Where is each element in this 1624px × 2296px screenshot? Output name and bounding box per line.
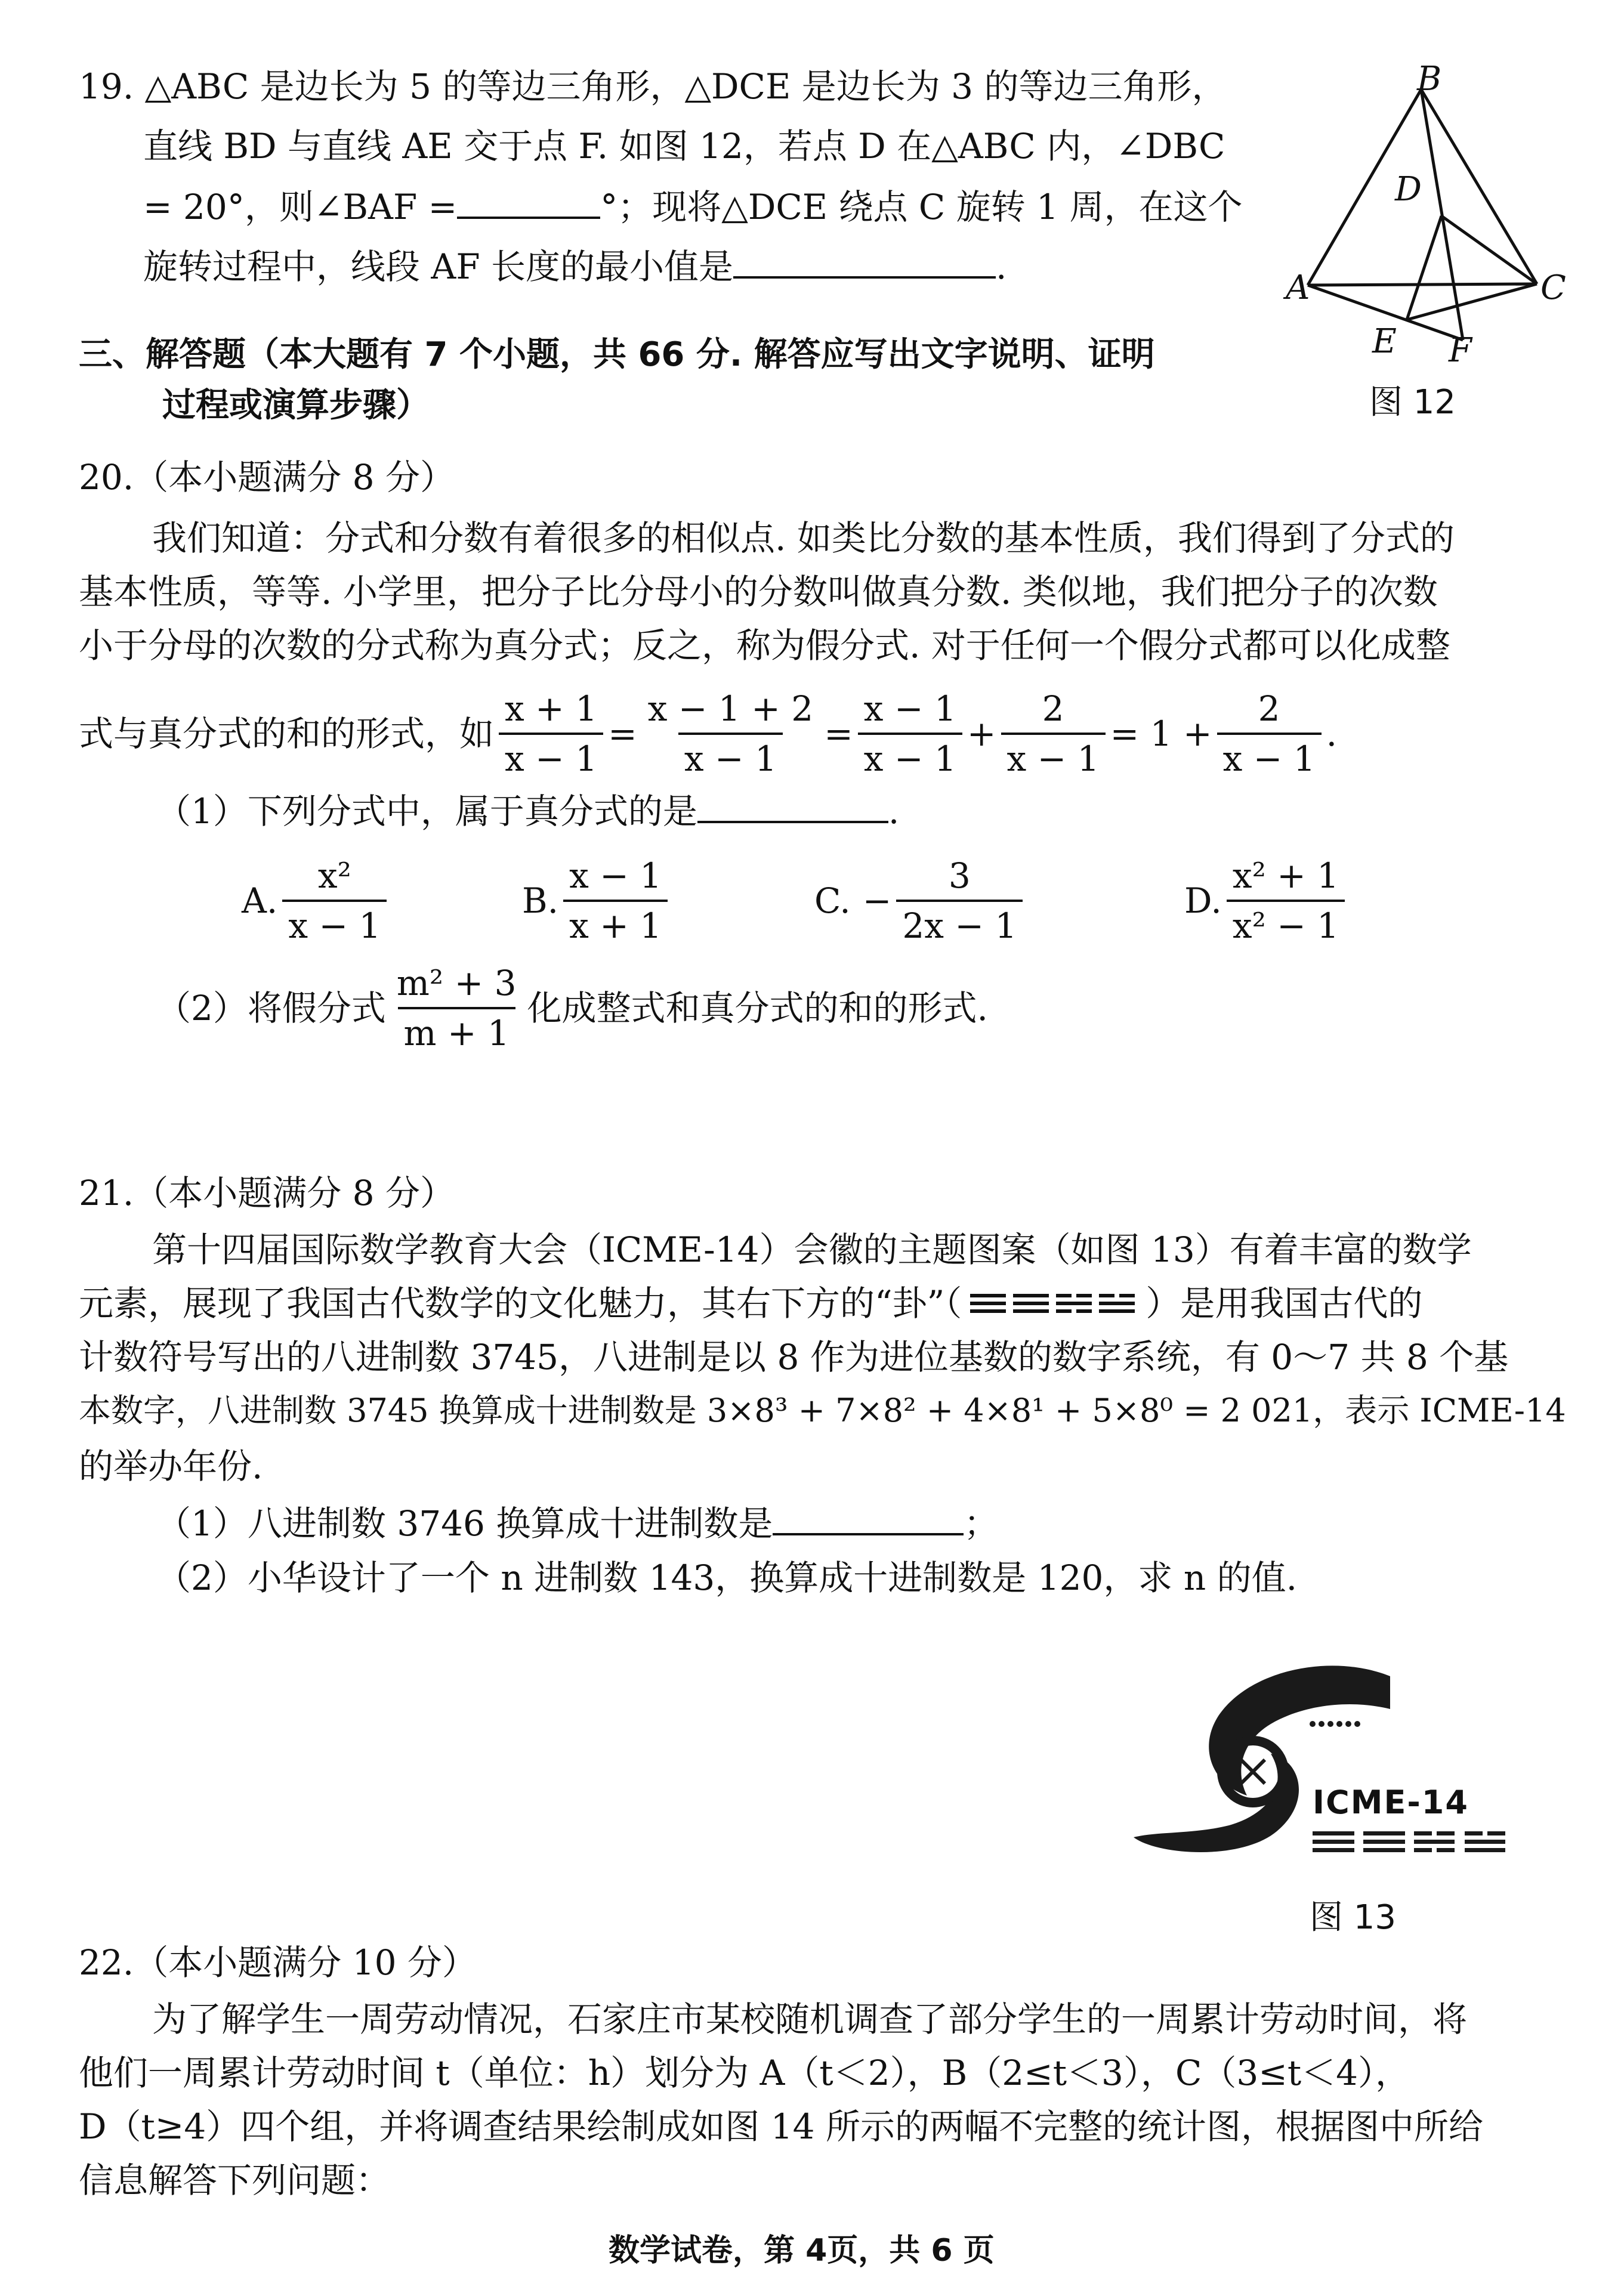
fraction-5-numerator: 2 (1258, 688, 1280, 729)
logo-counting-rods (1313, 1831, 1505, 1852)
fraction-1-denominator: x − 1 (499, 733, 603, 780)
option-c-numerator: 3 (948, 855, 971, 896)
figure-12-triangles (1271, 60, 1581, 394)
q20-sub-2-fraction (391, 962, 523, 1055)
option-a-denominator: x − 1 (282, 900, 387, 947)
label-b: B (1417, 60, 1442, 98)
fraction-3-numerator: x − 1 (863, 688, 956, 729)
q20-paragraph-4 (79, 680, 1337, 787)
q20-sub-1 (156, 786, 899, 835)
option-a[interactable] (242, 847, 391, 954)
q20-paragraph-2: 基本性质，等等. 小学里，把分子比分母小的分数叫做真分数. 类似地，我们把分子的次数 (79, 571, 1438, 612)
label-d: D (1395, 170, 1422, 209)
q22-title: 22.（本小题满分 10 分） (79, 1942, 477, 1983)
icme-14-logo-text: ICME-14 (1313, 1784, 1469, 1821)
q20-sub-2-text-b: 化成整式和真分式的和的形式. (527, 988, 988, 1028)
q22-paragraph-4: 信息解答下列问题： (79, 2160, 391, 2201)
figure-12-caption: 图 12 (1369, 383, 1456, 422)
q21-paragraph-4: 本数字，八进制数 3745 换算成十进制数是 3×8³ + 7×8² + 4×8¹ + 5×8⁰ = 2 021，表示 ICME-14 (79, 1392, 1566, 1429)
equals-1: = (608, 713, 637, 754)
fraction-4-denominator: x − 1 (1001, 733, 1106, 780)
q20-sub-2 (156, 954, 988, 1062)
q19-line-3 (143, 182, 1243, 231)
q20-sub-2-denominator: m + 1 (398, 1007, 515, 1055)
q21-paragraph-3: 计数符号写出的八进制数 3745，八进制是以 8 作为进位基数的数字系统，有 0～7 共 8 个基 (79, 1337, 1509, 1377)
segment-ec (1407, 284, 1537, 320)
segment-ac (1308, 284, 1537, 285)
page-footer: 数学试卷，第 4页，共 6 页 (609, 2233, 995, 2269)
fraction-5 (1217, 687, 1322, 780)
fraction-3-denominator: x − 1 (858, 733, 962, 780)
q21-title: 21.（本小题满分 8 分） (79, 1173, 455, 1213)
segment-de (1407, 216, 1441, 320)
label-f: F (1449, 331, 1472, 370)
q19-line-1: 19. △ABC 是边长为 5 的等边三角形，△DCE 是边长为 3 的等边三角形， (79, 66, 1227, 107)
q20-paragraph-3: 小于分母的次数的分式称为真分式；反之，称为假分式. 对于任何一个假分式都可以化成整 (79, 625, 1450, 666)
q21-paragraph-2 (79, 1280, 1422, 1327)
q20-sub-2-numerator: m² + 3 (396, 963, 517, 1003)
q21-blank[interactable] (773, 1498, 964, 1535)
option-a-fraction (282, 854, 387, 947)
logo-dots (1310, 1721, 1360, 1727)
q20-sub-1-end: . (888, 791, 900, 832)
fraction-5-denominator: x − 1 (1217, 733, 1322, 780)
q19-blank-2[interactable] (733, 242, 996, 279)
option-d-numerator: x² + 1 (1232, 855, 1339, 896)
q20-sub-1-text: （1）下列分式中，属于真分式的是 (156, 791, 697, 832)
q21-sub-1-text: （1）八进制数 3746 换算成十进制数是 (156, 1503, 773, 1544)
label-c: C (1540, 268, 1566, 307)
option-b-label: B. (522, 880, 559, 921)
q19-line-4 (143, 242, 1006, 291)
figure-13-caption: 图 13 (1310, 1898, 1397, 1937)
q20-title: 20.（本小题满分 8 分） (79, 457, 455, 497)
q20-paragraph-1: 我们知道：分式和分数有着很多的相似点. 如类比分数的基本性质，我们得到了分式的 (152, 518, 1455, 558)
equals-2: = (824, 713, 853, 754)
plus-1: + (967, 713, 996, 754)
section-3-heading-line-1: 三、解答题（本大题有 7 个小题，共 66 分. 解答应写出文字说明、证明 (79, 335, 1155, 374)
fraction-1 (499, 687, 603, 780)
option-c-label: C. (814, 880, 851, 921)
q21-sub-1-end: ； (964, 1503, 999, 1544)
option-c[interactable] (814, 847, 1027, 954)
q19-line-3b: °；现将△DCE 绕点 C 旋转 1 周，在这个 (600, 187, 1243, 227)
option-c-fraction (896, 854, 1023, 947)
option-d-denominator: x² − 1 (1227, 900, 1345, 947)
option-d-fraction (1227, 854, 1345, 947)
fraction-4 (1001, 687, 1106, 780)
q22-paragraph-2: 他们一周累计劳动时间 t（单位：h）划分为 A（t＜2），B（2≤t＜3），C（3≤t＜4）， (79, 2053, 1410, 2093)
q21-sub-1 (156, 1498, 998, 1547)
q19-line-4-text: 旋转过程中，线段 AF 长度的最小值是 (143, 246, 734, 287)
label-a: A (1286, 268, 1310, 307)
q22-paragraph-1: 为了解学生一周劳动情况，石家庄市某校随机调查了部分学生的一周累计劳动时间，将 (152, 1999, 1468, 2039)
logo-swirl-upper (1209, 1665, 1390, 1796)
q21-sub-2: （2）小华设计了一个 n 进制数 143，换算成十进制数是 120，求 n 的值. (156, 1558, 1298, 1598)
option-b-denominator: x + 1 (563, 900, 668, 947)
equals-3: = 1 + (1110, 713, 1212, 754)
q21-p2-text-b: ）是用我国古代的 (1146, 1283, 1423, 1324)
logo-center-mark (1241, 1760, 1265, 1784)
option-d-label: D. (1184, 880, 1222, 921)
fraction-2-denominator: x − 1 (678, 733, 783, 780)
option-b-numerator: x − 1 (569, 855, 662, 896)
q20-p4-text: 式与真分式的和的形式，如 (79, 713, 495, 754)
q19-line-4-end: . (996, 246, 1007, 287)
segment-dc (1441, 216, 1537, 284)
section-3-heading-line-2: 过程或演算步骤） (162, 386, 430, 425)
option-b[interactable] (522, 847, 672, 954)
icme-14-logo (1134, 1652, 1515, 1867)
fraction-4-numerator: 2 (1042, 688, 1064, 729)
option-b-fraction (563, 854, 668, 947)
label-e: E (1372, 322, 1397, 361)
fraction-2 (642, 687, 819, 780)
counting-rod-symbol (970, 1291, 1137, 1315)
q21-p2-text-a: 元素，展现了我国古代数学的文化魅力，其右下方的“卦”（ (79, 1283, 962, 1324)
fraction-1-numerator: x + 1 (505, 688, 598, 729)
q19-line-2: 直线 BD 与直线 AE 交于点 F. 如图 12，若点 D 在△ABC 内，∠DBC (143, 126, 1225, 166)
q19-line-3a: = 20°，则∠BAF = (143, 187, 458, 227)
fraction-3 (858, 687, 962, 780)
option-c-sign: − (862, 880, 892, 921)
option-a-numerator: x² (317, 855, 351, 896)
q22-paragraph-3: D（t≥4）四个组，并将调查结果绘制成如图 14 所示的两幅不完整的统计图，根据图中所给 (79, 2106, 1483, 2147)
fraction-2-numerator: x − 1 + 2 (647, 688, 814, 729)
q21-paragraph-1: 第十四届国际数学教育大会（ICME-14）会徽的主题图案（如图 13）有着丰富的数学 (152, 1229, 1472, 1270)
option-c-denominator: 2x − 1 (896, 900, 1023, 947)
option-d[interactable] (1184, 847, 1350, 954)
q20-sub-2-text-a: （2）将假分式 (156, 988, 386, 1028)
q21-paragraph-5: 的举办年份. (79, 1446, 263, 1487)
equation-end: . (1326, 713, 1338, 754)
option-a-label: A. (242, 880, 278, 921)
q20-blank[interactable] (697, 786, 888, 823)
q19-blank-1[interactable] (457, 182, 600, 219)
